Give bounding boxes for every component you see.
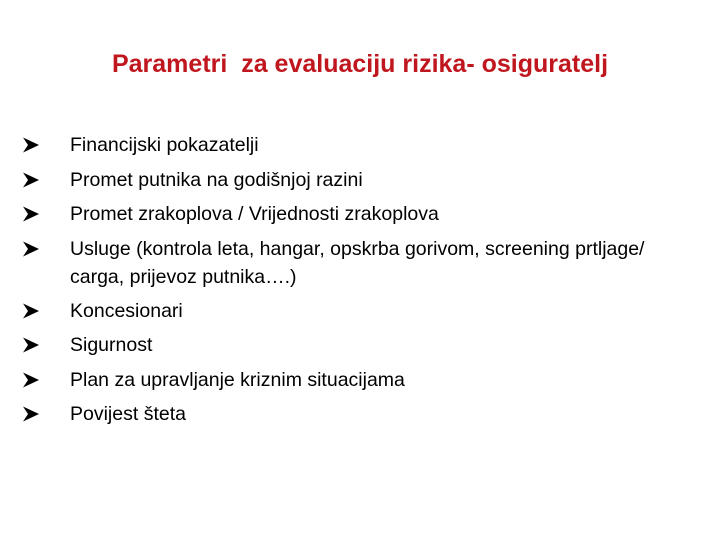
arrow-bullet-icon [22,371,40,388]
list-item [0,397,720,432]
bullet-list [0,128,720,432]
list-item [0,197,720,232]
slide-title: Parametri za evaluaciju rizika- osiguratelj [111,50,609,78]
list-item [0,294,720,329]
list-item-text: Koncesionari [70,299,183,322]
list-item-text: Plan za upravljanje kriznim situacijama [70,368,405,391]
arrow-bullet-icon [22,171,40,188]
list-item [0,328,720,363]
arrow-bullet-icon [22,337,40,354]
arrow-bullet-icon [22,240,40,257]
arrow-bullet-icon [22,206,40,223]
list-item-text: Sigurnost [70,334,153,356]
list-item-text: Usluge (kontrola leta, hangar, opskrba gorivom, screening prtljage/ carga, prijevoz putnika….) [70,237,645,288]
list-item-text: Financijski pokazatelji [70,134,259,156]
list-item [0,363,720,398]
list-item [0,232,720,294]
arrow-bullet-icon [22,406,40,423]
list-item [0,163,720,198]
list-item [0,128,720,163]
list-item-text: Promet putnika na godišnjoj razini [70,168,363,191]
arrow-bullet-icon [22,302,40,319]
list-item-text: Povijest šteta [70,403,186,425]
list-item-text: Promet zrakoplova / Vrijednosti zrakoplova [70,203,439,225]
arrow-bullet-icon [22,137,40,154]
